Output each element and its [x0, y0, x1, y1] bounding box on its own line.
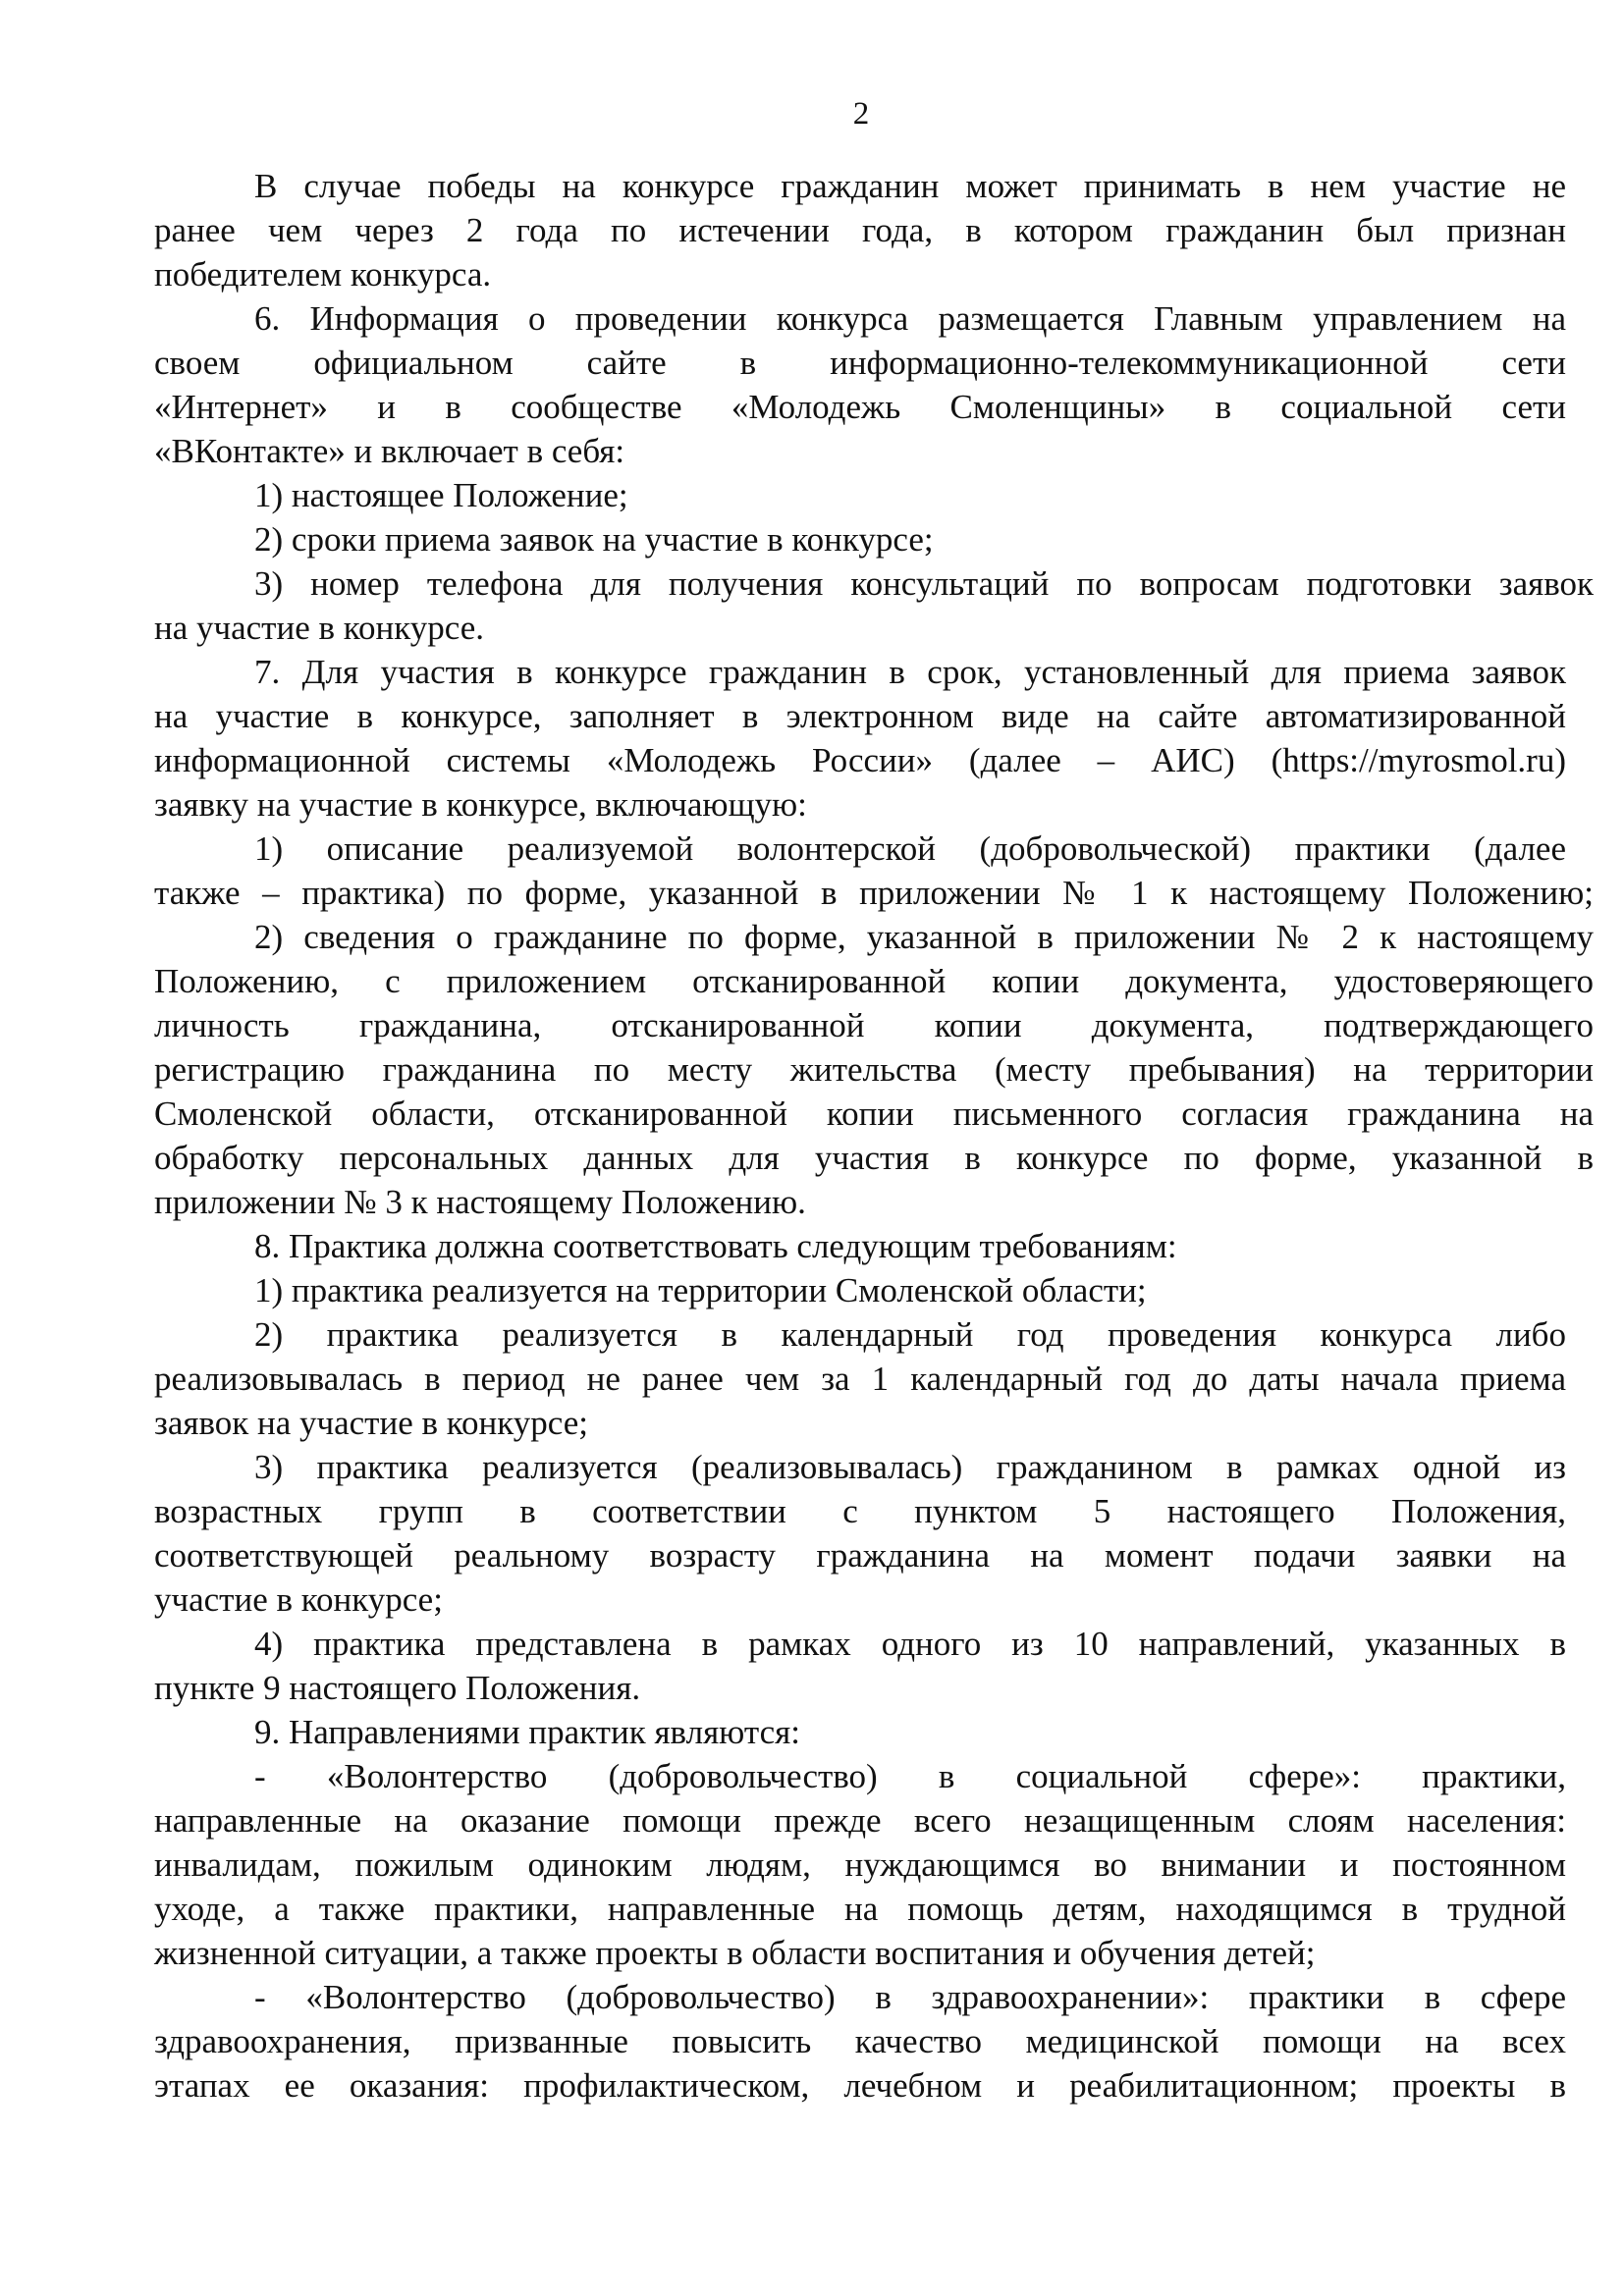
- text-line: участие в конкурсе;: [154, 1580, 443, 1619]
- text-line: 6. Информация о проведении конкурса размещается Главным управлением на: [254, 299, 1566, 338]
- text-line: 1) описание реализуемой волонтерской (добровольческой) практики (далее: [254, 829, 1566, 868]
- text-line: 1) практика реализуется на территории Смоленской области;: [254, 1271, 1147, 1309]
- text-line: Смоленской области, отсканированной копии письменного согласия гражданина на: [154, 1095, 1594, 1133]
- text-line: реализовывалась в период не ранее чем за 1 календарный год до даты начала приема: [154, 1360, 1566, 1398]
- text-line: - «Волонтерство (добровольчество) в социальной сфере»: практики,: [254, 1757, 1566, 1795]
- text-line: 2) практика реализуется в календарный год проведения конкурса либо: [254, 1315, 1566, 1354]
- text-line: заявку на участие в конкурсе, включающую:: [154, 785, 807, 824]
- text-line: соответствующей реальному возрасту гражданина на момент подачи заявки на: [154, 1536, 1566, 1575]
- text-line: ранее чем через 2 года по истечении года, в котором гражданин был признан: [154, 211, 1566, 249]
- text-line: своем официальном сайте в информационно-телекоммуникационной сети: [154, 344, 1566, 382]
- text-line: 3) номер телефона для получения консультаций по вопросам подготовки заявок: [254, 564, 1594, 603]
- text-line: этапах ее оказания: профилактическом, лечебном и реабилитационном; проекты в: [154, 2066, 1566, 2105]
- text-line: на участие в конкурсе.: [154, 609, 484, 647]
- text-line: Положению, с приложением отсканированной копии документа, удостоверяющего: [154, 962, 1594, 1000]
- text-line: жизненной ситуации, а также проекты в области воспитания и обучения детей;: [154, 1934, 1316, 1972]
- text-line: регистрацию гражданина по месту жительства (месту пребывания) на территории: [154, 1050, 1594, 1089]
- text-line: приложении № 3 к настоящему Положению.: [154, 1183, 806, 1221]
- text-line: 8. Практика должна соответствовать следующим требованиям:: [254, 1227, 1177, 1265]
- text-line: информационной системы «Молодежь России» (далее – АИС) (https://myrosmol.ru): [154, 741, 1566, 779]
- page-number: 2: [852, 96, 870, 132]
- text-line: «Интернет» и в сообществе «Молодежь Смоленщины» в социальной сети: [154, 388, 1566, 426]
- text-line: 1) настоящее Положение;: [254, 476, 628, 514]
- text-line: на участие в конкурсе, заполняет в электронном виде на сайте автоматизированной: [154, 697, 1566, 735]
- text-line: победителем конкурса.: [154, 255, 492, 294]
- text-line: инвалидам, пожилым одиноким людям, нуждающимся во внимании и постоянном: [154, 1845, 1566, 1884]
- text-line: личность гражданина, отсканированной копии документа, подтверждающего: [154, 1006, 1594, 1044]
- text-line: «ВКонтакте» и включает в себя:: [154, 432, 625, 470]
- text-line: 9. Направлениями практик являются:: [254, 1713, 800, 1751]
- text-line: 3) практика реализуется (реализовывалась) гражданином в рамках одной из: [254, 1448, 1566, 1486]
- text-line: 2) сведения о гражданине по форме, указанной в приложении № 2 к настоящему: [254, 918, 1594, 956]
- text-line: заявок на участие в конкурсе;: [154, 1404, 588, 1442]
- text-line: В случае победы на конкурсе гражданин может принимать в нем участие не: [254, 167, 1566, 205]
- text-line: возрастных групп в соответствии с пунктом 5 настоящего Положения,: [154, 1492, 1566, 1530]
- text-line: обработку персональных данных для участия в конкурсе по форме, указанной в: [154, 1139, 1594, 1177]
- text-line: 2) сроки приема заявок на участие в конкурсе;: [254, 520, 934, 559]
- text-line: направленные на оказание помощи прежде всего незащищенным слоям населения:: [154, 1801, 1566, 1840]
- text-line: уходе, а также практики, направленные на помощь детям, находящимся в трудной: [154, 1890, 1566, 1928]
- text-line: - «Волонтерство (добровольчество) в здравоохранении»: практики в сфере: [254, 1978, 1566, 2016]
- text-line: 7. Для участия в конкурсе гражданин в срок, установленный для приема заявок: [254, 653, 1566, 691]
- text-line: здравоохранения, призванные повысить качество медицинской помощи на всех: [154, 2022, 1566, 2060]
- text-line: пункте 9 настоящего Положения.: [154, 1669, 641, 1707]
- text-line: также – практика) по форме, указанной в приложении № 1 к настоящему Положению;: [154, 874, 1594, 912]
- text-line: 4) практика представлена в рамках одного из 10 направлений, указанных в: [254, 1625, 1566, 1663]
